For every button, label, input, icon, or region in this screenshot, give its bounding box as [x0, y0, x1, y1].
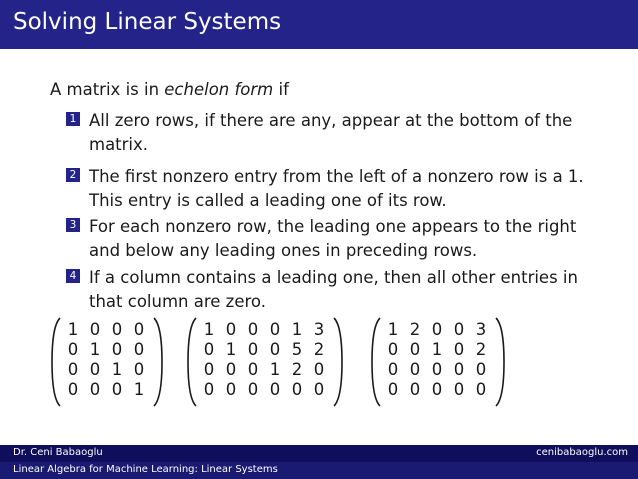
matrix-cell: 0 — [247, 380, 259, 399]
matrix-cell: 0 — [203, 380, 215, 399]
matrix-cell: 0 — [313, 380, 325, 399]
footer-site: cenibabaoglu.com — [536, 447, 628, 458]
matrix-cell: 0 — [67, 360, 79, 379]
matrix-cell: 1 — [67, 320, 79, 339]
matrix-cell: 0 — [453, 380, 465, 399]
footer-course-bar — [0, 462, 638, 479]
matrix-cell: 0 — [89, 360, 101, 379]
matrix-cell: 0 — [387, 340, 399, 359]
matrix-right-paren — [332, 316, 344, 408]
matrix-cell: 5 — [291, 340, 303, 359]
matrix-cell: 1 — [203, 320, 215, 339]
matrix-echelon-5col — [370, 316, 516, 408]
matrix-cell: 1 — [269, 360, 281, 379]
item-text: If a column contains a leading one, then all other entries in that column are zero. — [89, 268, 578, 311]
matrix-cell: 0 — [203, 340, 215, 359]
matrix-cell: 1 — [133, 380, 145, 399]
item-number-badge: 1 — [66, 112, 80, 126]
matrix-cell: 3 — [475, 320, 487, 339]
matrix-cell: 0 — [203, 360, 215, 379]
matrix-cell: 2 — [409, 320, 421, 339]
matrix-cell: 0 — [133, 340, 145, 359]
matrix-cell: 0 — [291, 380, 303, 399]
matrix-cell: 0 — [133, 360, 145, 379]
intro-emphasis: echelon form — [164, 80, 274, 99]
matrix-cell: 1 — [225, 340, 237, 359]
matrix-cell: 0 — [247, 360, 259, 379]
matrix-cell: 0 — [269, 340, 281, 359]
matrix-cell: 0 — [453, 320, 465, 339]
matrix-left-paren — [50, 316, 62, 408]
item-text: All zero rows, if there are any, appear at the bottom of the matrix. — [89, 111, 573, 154]
slide-title: Solving Linear Systems — [13, 9, 282, 35]
item-number-badge: 3 — [66, 218, 80, 232]
matrix-cell: 0 — [111, 320, 123, 339]
matrix-cell: 0 — [387, 380, 399, 399]
item-number-badge: 2 — [66, 168, 80, 182]
matrix-cell: 0 — [409, 380, 421, 399]
matrix-cell: 0 — [313, 360, 325, 379]
matrix-cell: 0 — [269, 320, 281, 339]
matrix-cell: 1 — [291, 320, 303, 339]
matrix-cell: 0 — [225, 320, 237, 339]
matrix-cell: 0 — [67, 340, 79, 359]
matrix-cell: 2 — [291, 360, 303, 379]
title-bar — [0, 0, 638, 49]
intro-text — [50, 80, 289, 99]
matrix-cell: 2 — [475, 340, 487, 359]
matrix-cell: 0 — [409, 340, 421, 359]
item-text: For each nonzero row, the leading one appears to the right and below any leading ones in preceding rows. — [89, 217, 577, 260]
matrix-cell: 1 — [89, 340, 101, 359]
matrix-echelon-6col — [186, 316, 354, 408]
matrix-cell: 0 — [225, 360, 237, 379]
matrix-cell: 0 — [475, 380, 487, 399]
matrix-cell: 0 — [133, 320, 145, 339]
matrix-left-paren — [370, 316, 382, 408]
footer-author: Dr. Ceni Babaoglu — [13, 447, 103, 458]
matrix-right-paren — [494, 316, 506, 408]
intro-prefix: A matrix is in — [50, 80, 165, 99]
item-text: The first nonzero entry from the left of a nonzero row is a 1. This entry is called a leading one of its row. — [89, 167, 584, 210]
matrix-left-paren — [186, 316, 198, 408]
matrix-cell: 0 — [453, 340, 465, 359]
footer-course: Linear Algebra for Machine Learning: Linear Systems — [13, 464, 278, 475]
matrix-cell: 2 — [313, 340, 325, 359]
matrix-cell: 0 — [111, 380, 123, 399]
matrix-cell: 0 — [89, 320, 101, 339]
matrix-cell: 0 — [247, 320, 259, 339]
matrix-cell: 0 — [387, 360, 399, 379]
matrix-cell: 0 — [431, 380, 443, 399]
matrix-cell: 0 — [409, 360, 421, 379]
item-number-badge: 4 — [66, 269, 80, 283]
matrix-cell: 0 — [247, 340, 259, 359]
matrix-cell: 1 — [387, 320, 399, 339]
matrix-identity — [50, 316, 174, 408]
matrix-cell: 0 — [67, 380, 79, 399]
matrix-cell: 0 — [269, 380, 281, 399]
matrix-cell: 0 — [431, 320, 443, 339]
matrix-cell: 3 — [313, 320, 325, 339]
matrix-cell: 0 — [111, 340, 123, 359]
matrix-cell: 1 — [431, 340, 443, 359]
matrix-cell: 0 — [453, 360, 465, 379]
footer-author-bar — [0, 445, 638, 462]
matrix-cell: 0 — [431, 360, 443, 379]
matrix-cell: 0 — [225, 380, 237, 399]
matrix-cell: 0 — [89, 380, 101, 399]
intro-suffix: if — [273, 80, 289, 99]
matrix-right-paren — [152, 316, 164, 408]
matrix-cell: 1 — [111, 360, 123, 379]
matrix-cell: 0 — [475, 360, 487, 379]
